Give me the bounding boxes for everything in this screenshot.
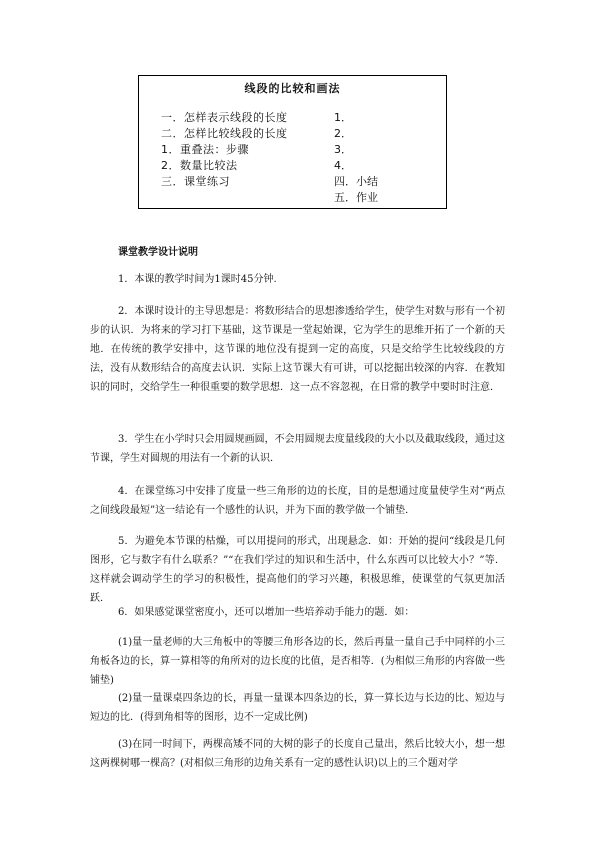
exercise-item: (3)在同一时间下，两棵高矮不同的大树的影子的长度自己量出，然后比较大小，想一想这两棵树哪一棵高？(对相似三角形的边角关系有一定的感性认识)以上的三个题对学 — [90, 739, 505, 769]
outline-item: 五．作业 — [334, 191, 378, 204]
outline-item: 二．怎样比较线段的长度 — [161, 127, 288, 140]
outline-item: 1． — [334, 111, 352, 124]
note-paragraph: 4．在课堂练习中安排了度量一些三角形的边的长度，目的是想通过度量使学生对“两点之间线段最短”这一结论有一个感性的认识，并为下面的教学做一个铺垫． — [90, 486, 505, 516]
outline-item: 三．课堂练习 — [161, 175, 230, 188]
outline-title: 线段的比较和画法 — [244, 82, 341, 95]
outline-item: 四．小结 — [334, 175, 378, 188]
outline-left-column — [161, 110, 288, 190]
note-paragraph: 6．如果感觉课堂密度小，还可以增加一些培养动手能力的题．如： — [118, 607, 415, 618]
note-paragraph: 1．本课的教学时间为1课时45分钟. — [118, 274, 277, 285]
note-paragraph: 2．本课时设计的主导思想是：将数形结合的思想渗透给学生，使学生对数与形有一个初步的认识．为将来的学习打下基础，这节课是一堂起始课，它为学生的思维开拓了一个新的天地．在传统的教学安排中，这节课的地位没有提到一定的高度，只是交给学生比较线段的方法，没有从数形结合的高度去认识．实际上这节课大有可讲，可以挖掘出较深的内容．在教知识的同时，交给学生一种很重要的数学思想．这一点不容忽视，在日常的教学中要时时注意． — [90, 306, 505, 393]
exercise-item: (2)量一量课桌四条边的长，再量一量课本四条边的长，算一算长边与长边的比、短边与短边的比．(得到角相等的图形，边不一定成比例) — [90, 693, 505, 723]
notes-heading: 课堂教学设计说明 — [118, 247, 198, 258]
exercise-item: (1)量一量老师的大三角板中的等腰三角形各边的长，然后再量一量自己手中同样的小三角板各边的长，算一算相等的角所对的边长度的比值，是否相等．(为相似三角形的内容做一些铺垫) — [90, 637, 505, 686]
note-paragraph: 3．学生在小学时只会用圆规画圆，不会用圆规去度量线段的大小以及截取线段，通过这节课，学生对圆规的用法有一个新的认识． — [90, 434, 505, 464]
outline-item: 2． — [334, 127, 352, 140]
outline-item: 3． — [334, 143, 352, 156]
outline-item: 1．重叠法：步骤 — [161, 143, 249, 156]
outline-item: 4． — [334, 159, 352, 172]
lesson-outline-box — [138, 75, 447, 209]
note-paragraph: 5．为避免本节课的枯燥，可以用提问的形式，出现悬念．如：开始的提问“线段是几何图形，它与数字有什么联系？”“在我们学过的知识和生活中，什么东西可以比较大小？”等．这样就会调动学生的学习的积极性，提高他们的学习兴趣，积极思维，使课堂的气氛更加活跃． — [90, 536, 505, 604]
outline-item: 2．数量比较法 — [161, 159, 238, 172]
outline-item: 一．怎样表示线段的长度 — [161, 111, 288, 124]
outline-right-column — [334, 110, 378, 206]
